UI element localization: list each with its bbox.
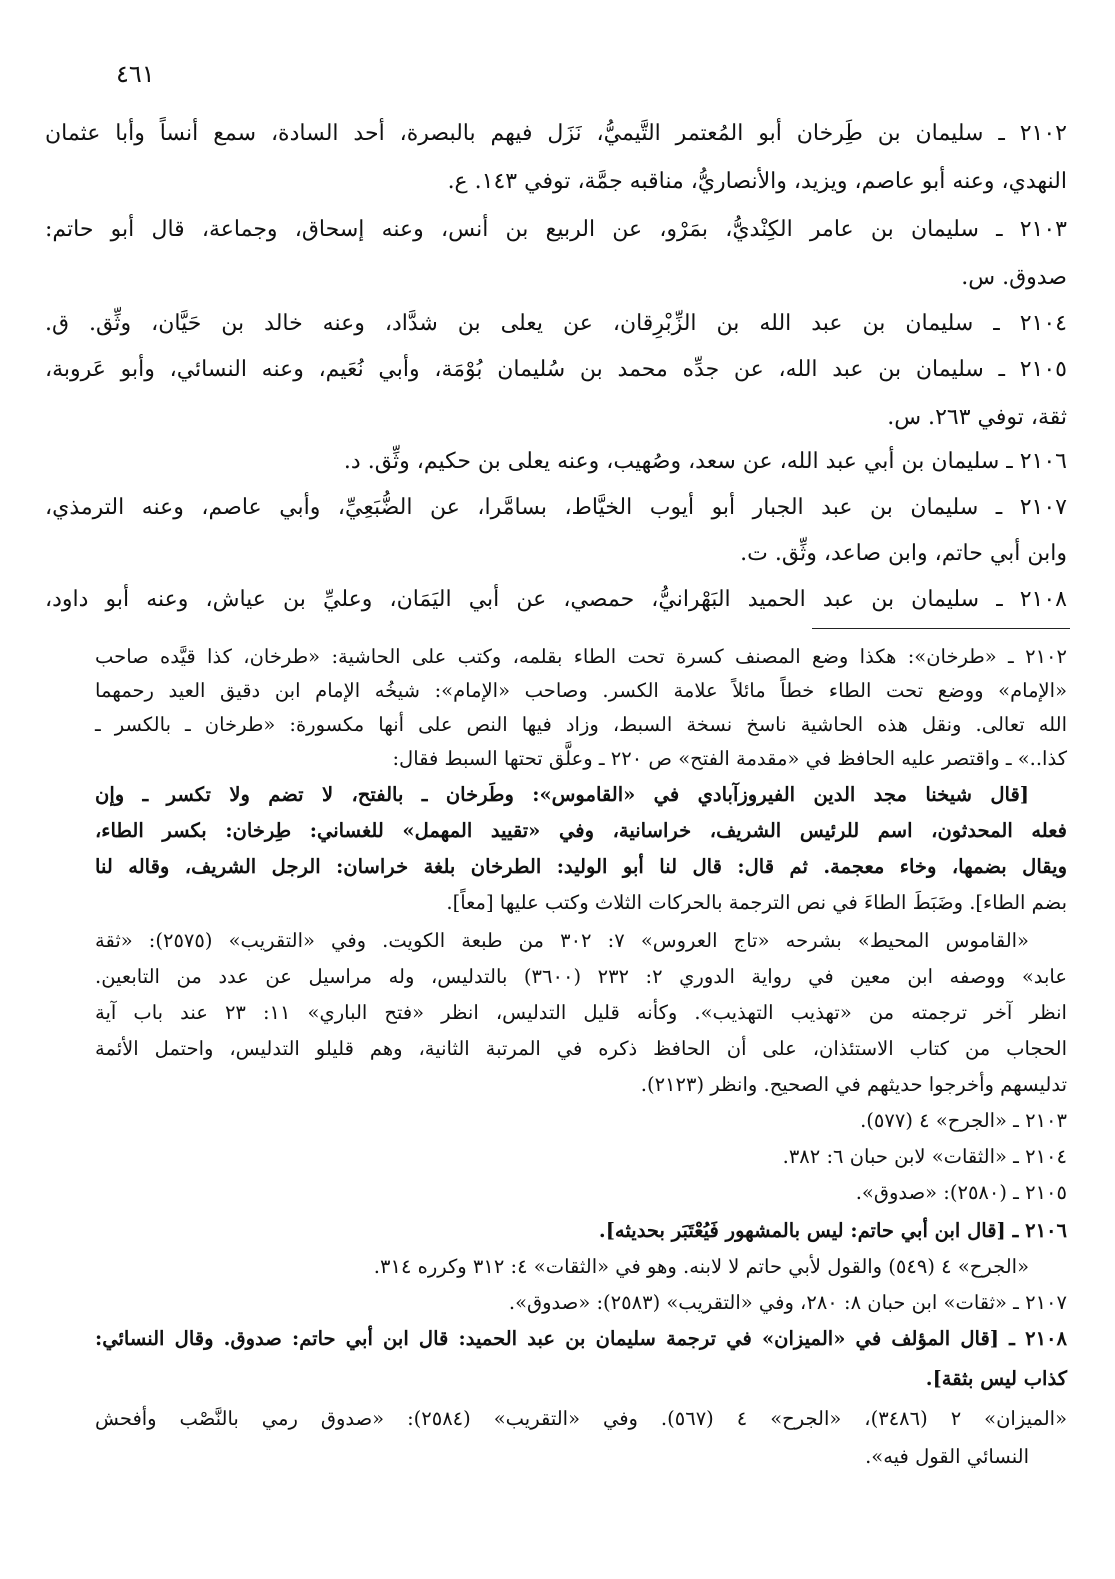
- footnote-line: كذا..» ـ واقتصر عليه الحافظ في «مقدمة الفتح» ص ٢٢٠ ـ وعلَّق تحتها السبط فقال:: [392, 747, 1067, 770]
- entry-line: ٢١٠٤ ـ سليمان بن عبد الله بن الزِّبْرِقان، عن يعلى بن شدَّاد، وعنه خالد بن حَيَّان، وثِّق. ق.: [45, 311, 1067, 336]
- footnote-line: ٢١٠٣ ـ «الجرح» ٤ (٥٧٧).: [860, 1109, 1067, 1132]
- footnote-line: الحجاب من كتاب الاستئذان، على أن الحافظ ذكره في المرتبة الثانية، وهم قليلو التدليس، واحتمل الأئمة: [95, 1037, 1067, 1060]
- footnote-line: عابد» ووصفه ابن معين في رواية الدوري ٢: ٢٣٢ (٣٦٠٠) بالتدليس، وله مراسيل عن عدد من التابعين.: [95, 965, 1067, 988]
- footnote-line: «الميزان» ٢ (٣٤٨٦)، «الجرح» ٤ (٥٦٧). وفي «التقريب» (٢٥٨٤): «صدوق رمي بالنَّصْب وأفحش: [95, 1407, 1068, 1430]
- footnote-line: فعله المحدثون، اسم للرئيس الشريف، خراسانية، وفي «تقييد المهمل» للغساني: طِرخان: بكسر الطاء،: [95, 819, 1067, 842]
- entry-continuation-line: ثقة، توفي ٢٦٣. س.: [887, 405, 1067, 430]
- entry-line: ٢١٠٢ ـ سليمان بن طَِرخان أبو المُعتمر التَّيميُّ، نَزَل فيهم بالبصرة، أحد السادة، سمع أنساً وأبا عثمان: [45, 121, 1067, 146]
- footnote-line: بضم الطاء]. وضَبَطَ الطاءَ في نص الترجمة بالحركات الثلاث وكتب عليها [معاً].: [446, 891, 1067, 914]
- entry-line: ٢١٠٧ ـ سليمان بن عبد الجبار أبو أيوب الخيَّاط، بسامَّرا، عن الضُّبَعِيِّ، وأبي عاصم، وعنه الترمذي،: [45, 495, 1067, 520]
- page-number: ٤٦١: [116, 60, 155, 88]
- entry-line: ٢١٠٦ ـ سليمان بن أبي عبد الله، عن سعد، وصُهيب، وعنه يعلى بن حكيم، وثِّق. د.: [343, 449, 1067, 474]
- footnote-separator: [812, 628, 1070, 629]
- footnote-line: ويقال بضمها، وخاء معجمة. ثم قال: قال لنا أبو الوليد: الطرخان بلغة خراسان: الرجل الشريف، وقاله لنا: [95, 855, 1067, 878]
- footnote-line: ٢١٠٨ ـ [قال المؤلف في «الميزان» في ترجمة سليمان بن عبد الحميد: قال ابن أبي حاتم: صدوق. وقال النسائي:: [95, 1327, 1067, 1350]
- footnote-line: ٢١٠٤ ـ «الثقات» لابن حبان ٦: ٣٨٢.: [782, 1145, 1067, 1168]
- footnote-line: ٢١٠٢ ـ «طرخان»: هكذا وضع المصنف كسرة تحت الطاء بقلمه، وكتب على الحاشية: «طرخان، كذا قيَّده صاحب: [95, 645, 1067, 668]
- footnote-line: الله تعالى. ونقل هذه الحاشية ناسخ نسخة السبط، وزاد فيها النص على أنها مكسورة: «طرخان ـ بالكسر ـ: [95, 713, 1067, 736]
- footnote-line: ٢١٠٦ ـ [قال ابن أبي حاتم: ليس بالمشهور فَيُعْتَبَر بحديثه].: [598, 1219, 1067, 1242]
- footnote-line: ٢١٠٥ ـ (٢٥٨٠): «صدوق».: [855, 1181, 1067, 1204]
- footnote-line: ٢١٠٧ ـ «ثقات» ابن حبان ٨: ٢٨٠، وفي «التقريب» (٢٥٨٣): «صدوق».: [508, 1291, 1067, 1314]
- footnote-line: انظر آخر ترجمته من «تهذيب التهذيب». وكأنه قليل التدليس، انظر «فتح الباري» ١١: ٢٣ عند باب آية: [95, 1001, 1067, 1024]
- entry-line: ٢١٠٥ ـ سليمان بن عبد الله، عن جدِّه محمد بن سُليمان بُوْمَة، وأبي نُعَيم، وعنه النسائي، وأبو عَروبة،: [45, 357, 1067, 382]
- footnote-line: تدليسهم وأخرجوا حديثهم في الصحيح. وانظر (٢١٢٣).: [640, 1073, 1067, 1096]
- entry-line: ٢١٠٣ ـ سليمان بن عامر الكِنْديُّ، بمَرْو، عن الربيع بن أنس، وعنه إسحاق، وجماعة، قال أبو حاتم:: [45, 217, 1067, 242]
- footnote-line: «الجرح» ٤ (٥٤٩) والقول لأبي حاتم لا لابنه. وهو في «الثقات» ٤: ٣١٢ وكرره ٣١٤.: [373, 1255, 1029, 1278]
- footnote-line: كذاب ليس بثقة].: [925, 1367, 1067, 1390]
- entry-line: ٢١٠٨ ـ سليمان بن عبد الحميد البَهْرانيُّ، حمصي، عن أبي اليَمَان، وعليِّ بن عياش، وعنه أبو داود،: [45, 587, 1067, 612]
- entry-continuation-line: صدوق. س.: [961, 265, 1067, 290]
- entry-continuation-line: وابن أبي حاتم، وابن صاعد، وثِّق. ت.: [740, 541, 1067, 566]
- footnote-line: «الإمام» ووضع تحت الطاء خطاً مائلاً علامة الكسر. وصاحب «الإمام»: شيخُه الإمام ابن دقيق العيد رحمهما: [95, 679, 1067, 702]
- entry-continuation-line: النهدي، وعنه أبو عاصم، ويزيد، والأنصاريُّ، مناقبه جمَّة، توفي ١٤٣. ع.: [447, 169, 1067, 194]
- footnote-line: «القاموس المحيط» بشرحه «تاج العروس» ٧: ٣٠٢ من طبعة الكويت. وفي «التقريب» (٢٥٧٥): «ثقة: [95, 929, 1029, 952]
- footnote-line: [قال شيخنا مجد الدين الفيروزآبادي في «القاموس»: وطَرخان ـ بالفتح، لا تضم ولا تكسر ـ وإن: [95, 783, 1029, 806]
- footnote-line: النسائي القول فيه».: [865, 1445, 1029, 1468]
